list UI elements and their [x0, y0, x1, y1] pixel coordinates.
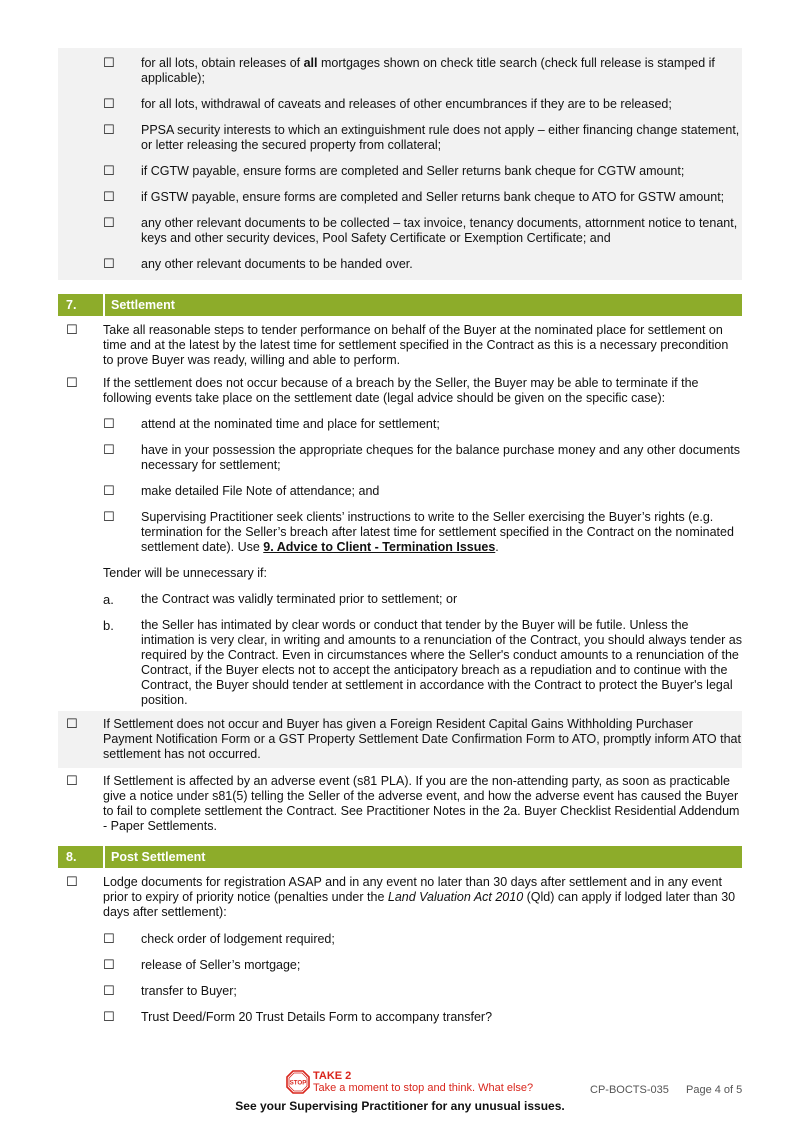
page-footer	[0, 1068, 800, 1118]
checkbox[interactable]: ☐	[103, 932, 115, 947]
item-text: Lodge documents for registration ASAP and in any event no later than 30 days after settlement and in any event prior to expiry of priority notice (penalties under the	[103, 875, 722, 904]
item-text: if GSTW payable, ensure forms are completed and Seller returns bank cheque to ATO for GSTW amount;	[141, 190, 725, 204]
take2-title: TAKE 2	[313, 1070, 352, 1082]
checkbox[interactable]: ☐	[103, 257, 115, 272]
list-item	[58, 417, 742, 432]
checkbox[interactable]: ☐	[103, 1010, 115, 1025]
item-text: any other relevant documents to be handed over.	[141, 257, 413, 271]
section-7-header	[58, 294, 742, 316]
section-number: 8.	[58, 846, 105, 868]
act-title: Land Valuation Act 2010	[387, 890, 524, 904]
item-text: If the settlement does not occur because of a breach by the Seller, the Buyer may be able to terminate if the following events take place on the settlement date (legal advice should be given on the specific case):	[103, 376, 699, 405]
checkbox[interactable]: ☐	[103, 56, 115, 71]
list-item	[58, 592, 742, 607]
item-label: b.	[103, 618, 114, 633]
document-code: CP-BOCTS-035	[590, 1084, 669, 1096]
checkbox[interactable]: ☐	[103, 484, 115, 499]
checklist-item	[58, 376, 742, 406]
stop-sign-icon	[286, 1070, 310, 1094]
list-item	[58, 190, 742, 205]
item-text-end: .	[495, 540, 499, 554]
section-title: Post Settlement	[111, 850, 206, 864]
collect-documents-list	[58, 48, 742, 280]
item-text: for all lots, withdrawal of caveats and releases of other encumbrances if they are to be released;	[141, 97, 672, 111]
checkbox[interactable]: ☐	[103, 164, 115, 179]
list-item	[58, 216, 742, 246]
section-8-header	[58, 846, 742, 868]
item-text: if CGTW payable, ensure forms are completed and Seller returns bank cheque for CGTW amount;	[141, 164, 685, 178]
list-item	[58, 1010, 742, 1025]
checkbox[interactable]: ☐	[103, 443, 115, 458]
item-text: make detailed File Note of attendance; and	[141, 484, 380, 498]
item-text: release of Seller’s mortgage;	[141, 958, 301, 972]
list-item	[58, 56, 742, 86]
list-item	[58, 164, 742, 179]
tender-intro: Tender will be unnecessary if:	[103, 566, 267, 580]
checkbox[interactable]: ☐	[66, 376, 78, 391]
checkbox[interactable]: ☐	[66, 323, 78, 338]
checkbox[interactable]: ☐	[103, 510, 115, 525]
item-text: Take all reasonable steps to tender performance on behalf of the Buyer at the nominated place for settlement on time and at the latest by the latest time for settlement specified in the Contract as this is a necessary precondition to prove Buyer was ready, willing and able to perform.	[103, 323, 729, 367]
checkbox[interactable]: ☐	[103, 123, 115, 138]
document-page	[58, 48, 742, 1025]
list-item	[58, 97, 742, 112]
checkbox[interactable]: ☐	[103, 958, 115, 973]
checkbox[interactable]: ☐	[103, 216, 115, 231]
item-text: check order of lodgement required;	[141, 932, 335, 946]
section-title: Settlement	[111, 298, 175, 312]
checkbox[interactable]: ☐	[66, 717, 78, 732]
checkbox[interactable]: ☐	[103, 417, 115, 432]
list-item	[58, 510, 742, 555]
stop-label: STOP	[289, 1079, 307, 1087]
checkbox[interactable]: ☐	[103, 97, 115, 112]
checkbox[interactable]: ☐	[103, 984, 115, 999]
list-item	[58, 443, 742, 473]
supervisor-note: See your Supervising Practitioner for any unusual issues.	[235, 1099, 565, 1113]
list-item	[58, 932, 742, 947]
item-label: a.	[103, 592, 114, 607]
checklist-item	[58, 774, 742, 834]
page-number: Page 4 of 5	[686, 1084, 743, 1096]
item-text: If Settlement is affected by an adverse event (s81 PLA). If you are the non-attending party, as soon as practicable give a notice under s81(5) telling the Seller of the adverse event, and how the adverse event has caused the Buyer to fail to complete settlement the Contract. See Practitioner Notes in the 2a. Buyer Checklist Residential Addendum - Paper Settlements.	[103, 774, 740, 833]
section-number: 7.	[58, 294, 105, 316]
item-bold: all	[303, 56, 318, 70]
list-item	[58, 123, 742, 153]
checklist-item	[58, 875, 742, 920]
take2-subtitle: Take a moment to stop and think. What else?	[313, 1082, 534, 1094]
item-text: the Contract was validly terminated prior to settlement; or	[141, 592, 458, 606]
item-text: Trust Deed/Form 20 Trust Details Form to accompany transfer?	[141, 1010, 493, 1024]
item-text: the Seller has intimated by clear words or conduct that tender by the Buyer will be futile. Unless the intimation is very clear, in writing and amounts to a renunciation of the Contract, you should always tender as required by the Contract. Even in circumstances where the Seller's conduct amounts to a renunciation of the Contract, if the Buyer elects not to accept the anticipatory breach as a repudiation and to continue with the Contract, the Buyer should tender at settlement in accordance with the Contract to protect the Buyer's legal position.	[141, 618, 743, 707]
take2-message	[313, 1070, 533, 1094]
item-text: PPSA security interests to which an extinguishment rule does not apply – either financing change statement, or letter releasing the secured property from collateral;	[141, 123, 740, 152]
checkbox[interactable]: ☐	[66, 875, 78, 890]
checkbox[interactable]: ☐	[103, 190, 115, 205]
list-item	[58, 984, 742, 999]
item-text: If Settlement does not occur and Buyer has given a Foreign Resident Capital Gains Withholding Purchaser Payment Notification Form or a GST Property Settlement Date Confirmation Form to ATO, promptly inform ATO that settlement has not occurred.	[103, 717, 741, 761]
checklist-item	[58, 711, 742, 768]
item-text: Supervising Practitioner seek clients’ instructions to write to the Seller exercising the Buyer’s rights (e.g. termination for the Seller’s breach after latest time for settlement specified in the Contract on the nominated settlement date). Use	[141, 510, 734, 554]
checklist-item	[58, 323, 742, 368]
item-text: for all lots, obtain releases of	[141, 56, 304, 70]
item-text-rest: mortgages shown on check title search (check full release is stamped if applicable);	[141, 56, 715, 85]
item-text: attend at the nominated time and place for settlement;	[141, 417, 440, 431]
item-text: have in your possession the appropriate cheques for the balance purchase money and any other documents necessary for settlement;	[141, 443, 740, 472]
checkbox[interactable]: ☐	[66, 774, 78, 789]
list-item	[58, 618, 742, 708]
list-item	[58, 958, 742, 973]
item-text: any other relevant documents to be collected – tax invoice, tenancy documents, attornment notice to tenant, keys and other security devices, Pool Safety Certificate or Exemption Certificate; and	[141, 216, 738, 245]
list-item	[58, 257, 742, 272]
list-item	[58, 484, 742, 499]
termination-advice-link[interactable]: 9. Advice to Client - Termination Issues	[263, 540, 496, 554]
item-text-rest: (Qld) can apply if lodged later than 30 days after settlement):	[103, 890, 736, 919]
item-text: transfer to Buyer;	[141, 984, 237, 998]
